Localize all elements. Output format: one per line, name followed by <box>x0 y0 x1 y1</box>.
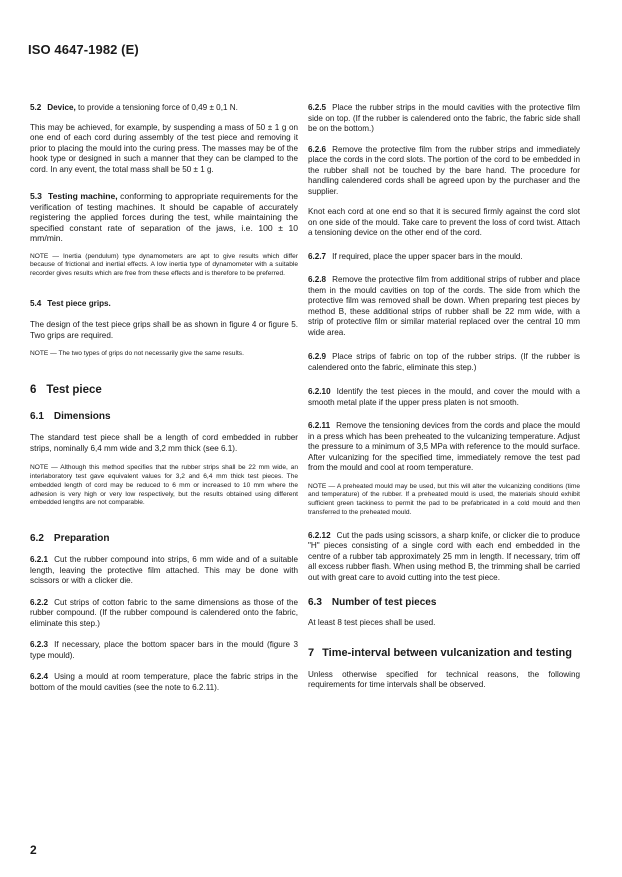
clause-6-1-heading <box>30 411 298 423</box>
clause-text: Cut the rubber compound into strips, 6 mm wide and of a suitable length, leaving the protective film attached. This may be done with scissors or with a clicker die. <box>30 555 298 586</box>
clause-number: 6.2.9 <box>308 352 327 361</box>
clause-6-2-10 <box>308 387 580 408</box>
clause-6-2-9 <box>308 352 580 373</box>
clause-number: 6.2.8 <box>308 275 327 284</box>
left-column <box>30 100 298 693</box>
clause-7-paragraph: Unless otherwise specified for technical reasons, the following requirements for time intervals shall be observed. <box>308 669 580 690</box>
clause-number: 6.3 <box>308 597 322 609</box>
clause-6-3-heading <box>308 597 580 609</box>
clause-number: 5.2 <box>30 103 42 112</box>
clause-number: 6.2.6 <box>308 144 327 154</box>
clause-number: 6.2.10 <box>308 387 331 396</box>
clause-5-3 <box>30 191 298 244</box>
clause-number: 5.4 <box>30 298 42 308</box>
clause-6-2-6 <box>308 145 580 198</box>
clause-number: 6.2.2 <box>30 597 49 607</box>
section-7-heading <box>308 647 580 660</box>
clause-5-4-note: NOTE — The two types of grips do not necessarily give the same results. <box>30 350 244 358</box>
clause-number: 5.3 <box>30 191 42 201</box>
clause-number: 6.2.5 <box>308 103 327 112</box>
clause-number: 6.2.11 <box>308 421 331 430</box>
clause-6-3-paragraph: At least 8 test pieces shall be used. <box>308 618 436 628</box>
clause-number: 6.2 <box>30 533 44 545</box>
clause-title: Test piece grips. <box>47 298 111 308</box>
clause-text: If necessary, place the bottom spacer bars in the mould (figure 3 type mould). <box>30 640 298 660</box>
clause-6-2-5 <box>308 103 580 135</box>
page-number: 2 <box>30 843 37 857</box>
clause-6-2-3 <box>30 640 298 661</box>
clause-number: 6.2.3 <box>30 640 49 650</box>
clause-text: Remove the protective film from additional strips of rubber and place them in the mould cavities on top of the cords. The side from which the protective film was removed shall be down. When preparing test pieces by method B, these additional strips of rubber shall be 22 mm wide, with a strip of protective film or similar material replaced over the central 10 mm wide area. <box>308 275 580 337</box>
clause-6-2-12 <box>308 531 580 584</box>
clause-5-2 <box>30 103 298 114</box>
section-number: 6 <box>30 384 37 397</box>
clause-6-2-11 <box>308 421 580 474</box>
document-header: ISO 4647-1982 (E) <box>28 42 139 57</box>
section-6-heading <box>30 383 298 397</box>
clause-6-2-6-paragraph: Knot each cord at one end so that it is secured firmly against the cord slot on one side of the mould. Take care to prevent the loss of cord twist. Attach a tensioning device on the other end of the cord. <box>308 207 580 237</box>
clause-6-2-8 <box>308 275 580 338</box>
clause-6-2-7 <box>308 252 580 263</box>
clause-number: 6.2.4 <box>30 672 49 682</box>
clause-text: to provide a tensioning force of 0,49 ± 0,1 N. <box>75 103 238 112</box>
clause-text: Remove the protective film from the rubber strips and immediately place the cords in the cord slots. The portion of the cord to be embedded in the rubber shall not be touched by the bare hand. The procedure for handling calendered cords shall be agreed upon by the purchaser and the supplier. <box>308 144 580 196</box>
clause-6-1-paragraph: The standard test piece shall be a length of cord embedded in rubber strips, nominally 6,4 mm wide and 3,2 mm thick (see 6.1). <box>30 433 298 453</box>
clause-title: Number of test pieces <box>331 597 437 609</box>
clause-number: 6.2.1 <box>30 555 49 565</box>
clause-5-3-note: NOTE — Inertia (pendulum) type dynamometers are apt to give results which differ because of frictional and inertial effects. A low inertia type of dynamometer with a suitable recorder gives results which are free from these effects and is therefore to be preferred. <box>30 252 298 278</box>
clause-text: conforming to appropriate requirements for the verification of testing machines. It should be capable of accurately registering the applied forces during the test, while maintaining the specified constant rate of separation of the jaws, i.e. 100 ± 10 mm/min. <box>30 191 298 243</box>
clause-title: Device, <box>47 103 76 112</box>
clause-number: 6.2.12 <box>308 530 331 540</box>
clause-5-4-paragraph: The design of the test piece grips shall be as shown in figure 4 or figure 5. Two grips are required. <box>30 320 298 340</box>
clause-text: Place strips of fabric on top of the rubber strips. (If the rubber is calendered onto the fabric, eliminate this step.) <box>308 352 580 372</box>
clause-6-2-2 <box>30 598 298 630</box>
clause-text: Cut strips of cotton fabric to the same dimensions as those of the rubber compound. (If the rubber compound is calendered onto the fabric, eliminate this step.) <box>30 597 298 628</box>
clause-text: Using a mould at room temperature, place the fabric strips in the bottom of the mould cavities (see the note to 6.2.11). <box>30 672 298 692</box>
clause-title: Dimensions <box>53 411 111 423</box>
section-title: Test piece <box>46 384 102 397</box>
clause-number: 6.2.7 <box>308 251 327 261</box>
clause-number: 6.1 <box>30 411 44 423</box>
clause-6-2-11-note: NOTE — A preheated mould may be used, but this will alter the vulcanizing conditions (time and temperature) of the rubber. If a preheated mould is used, the materials should exhibit sufficient green tackiness to permit the pad to be prefabricated in a cold mould and then transferred to the preheated mould. <box>308 482 580 516</box>
section-number: 7 <box>308 646 315 659</box>
clause-text: Place the rubber strips in the mould cavities with the protective film side on top. (If the rubber is calendered onto the fabric, the fabric side shall be on the bottom.) <box>308 103 580 133</box>
clause-5-2-paragraph: This may be achieved, for example, by suspending a mass of 50 ± 1 g on one end of each cord during assembly of the test piece and removing it prior to placing the mould into the curing press. The masses may be of the hook type or designed in such a manner that they can be clamped to the cord. In any event, the total mass shall be 50 ± 1 g. <box>30 122 298 174</box>
clause-text: Cut the pads using scissors, a sharp knife, or clicker die to produce "H" pieces consisting of a single cord with each end embedded in the centre of a rubber tab approximately 25 mm in length. If necessary, trim off all excess rubber flash. When using method B, the trimming shall be carried out with great care to avoid cutting into the test piece. <box>308 530 580 582</box>
clause-title: Testing machine, <box>47 191 118 201</box>
clause-6-2-1 <box>30 555 298 587</box>
right-column <box>308 100 580 691</box>
clause-5-4 <box>30 299 298 310</box>
clause-text: Identify the test pieces in the mould, and cover the mould with a smooth metal plate if the upper press platen is not smooth. <box>308 387 580 407</box>
clause-title: Preparation <box>53 533 110 545</box>
clause-text: If required, place the upper spacer bars in the mould. <box>332 251 523 261</box>
section-title: Time-interval between vulcanization and testing <box>322 646 572 659</box>
clause-6-2-heading <box>30 533 298 545</box>
clause-6-1-note: NOTE — Although this method specifies that the rubber strips shall be 22 mm wide, an interlaboratory test gave equivalent values for 3,2 and 6,4 mm thick test pieces. The embedded length of cord may be reduced to 6 mm or increased to 10 mm where the adhesion is very high or very low respectively, but the results obtained using different embedded lengths are not comparable. <box>30 464 298 507</box>
clause-text: Remove the tensioning devices from the cords and place the mould in a press which has been preheated to the vulcanizing temperature. Adjust the pressure to a minimum of 3,5 MPa with reference to the mould surface. After vulcanizing for the specified time, immediately remove the test pad from the mould and cool at room temperature. <box>308 421 580 472</box>
clause-6-2-4 <box>30 672 298 693</box>
